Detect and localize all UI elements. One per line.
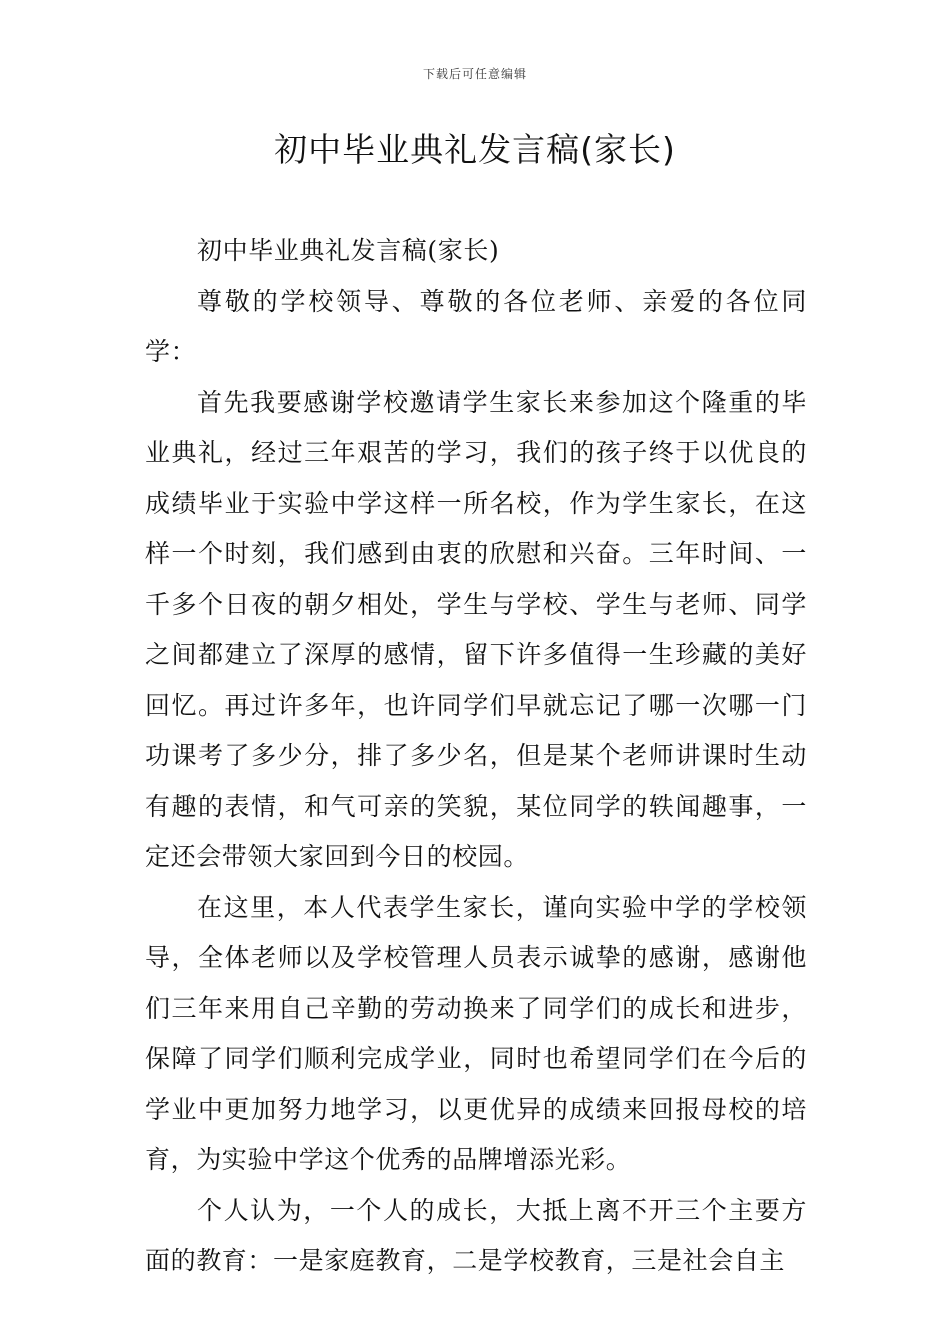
document-body (145, 226, 807, 1287)
paragraph-education: 个人认为，一个人的成长，大抵上离不开三个主要方面的教育：一是家庭教育，二是学校教育，三是社会自主 (145, 1195, 807, 1275)
download-note: 下载后可任意编辑 (422, 67, 527, 81)
paragraph-subtitle: 初中毕业典礼发言稿(家长) (197, 236, 500, 265)
document-title: 初中毕业典礼发言稿(家长) (274, 130, 676, 169)
paragraph-gratitude: 在这里，本人代表学生家长，谨向实验中学的学校领导，全体老师以及学校管理人员表示诚挚的感谢，感谢他们三年来用自己辛勤的劳动换来了同学们的成长和进步，保障了同学们顺利完成学业，同时也希望同学们在今后的学业中更加努力地学习，以更优异的成绩来回报母校的培育，为实验中学这个优秀的品牌增添光彩。 (145, 892, 807, 1174)
paragraph-thanks: 首先我要感谢学校邀请学生家长来参加这个隆重的毕业典礼，经过三年艰苦的学习，我们的孩子终于以优良的成绩毕业于实验中学这样一所名校，作为学生家长，在这样一个时刻，我们感到由衷的欣慰和兴奋。三年时间、一千多个日夜的朝夕相处，学生与学校、学生与老师、同学之间都建立了深厚的感情，留下许多值得一生珍藏的美好回忆。再过许多年，也许同学们早就忘记了哪一次哪一门功课考了多少分，排了多少名，但是某个老师讲课时生动有趣的表情，和气可亲的笑貌，某位同学的轶闻趣事，一定还会带领大家回到今日的校园。 (145, 387, 807, 871)
paragraph-salutation: 尊敬的学校领导、尊敬的各位老师、亲爱的各位同学： (145, 286, 807, 366)
